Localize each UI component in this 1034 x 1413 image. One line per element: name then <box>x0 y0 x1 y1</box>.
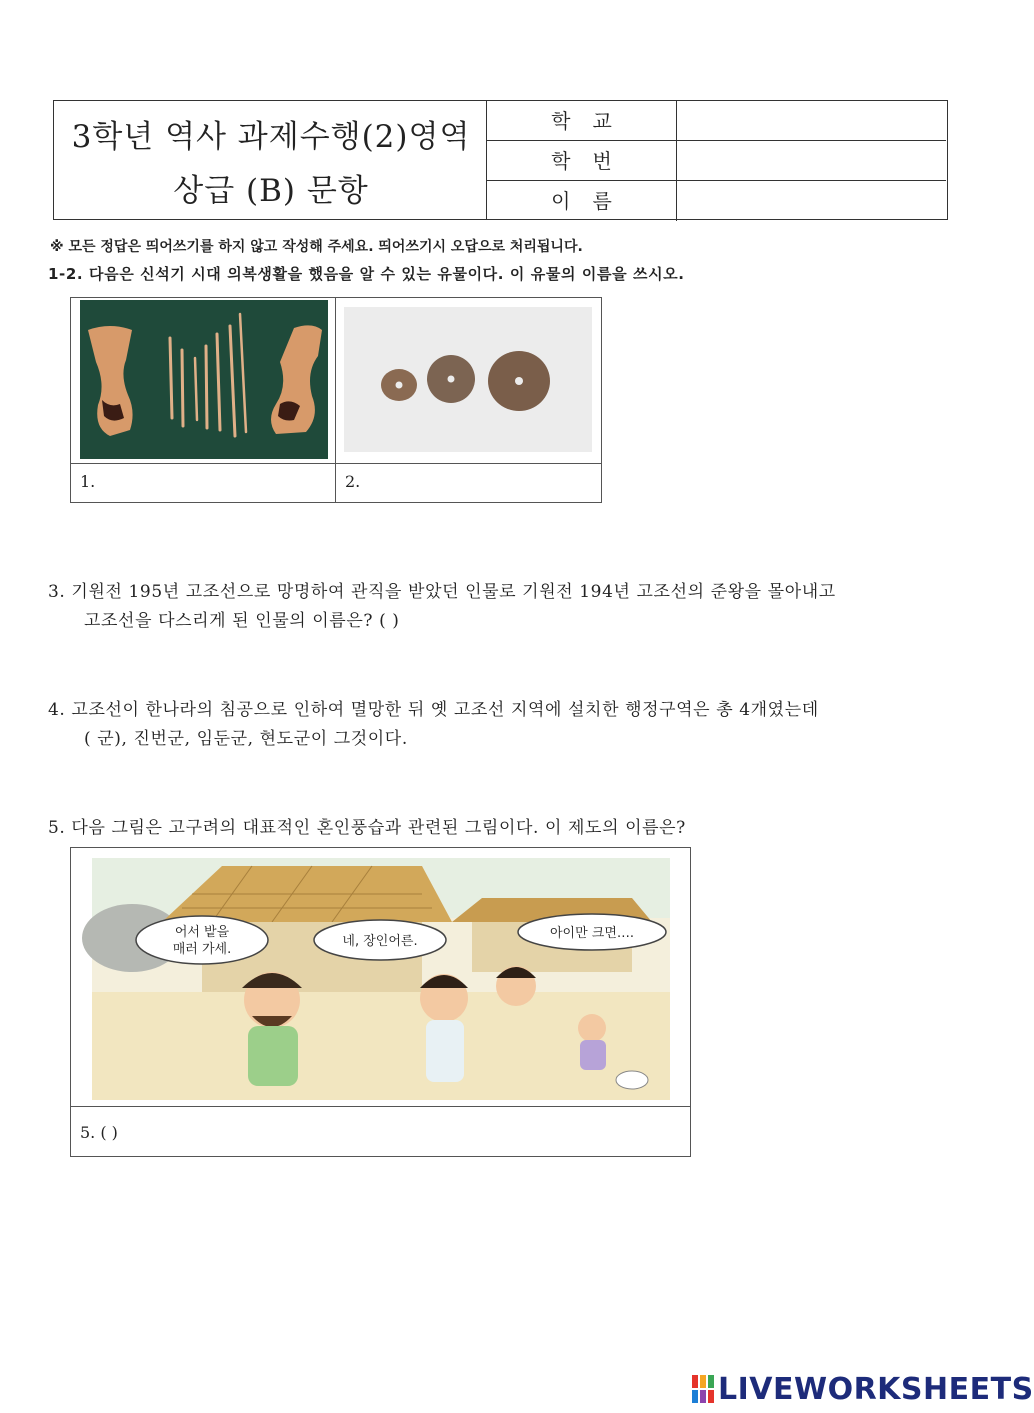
question-3-answer-line[interactable]: 고조선을 다스리게 된 인물의 이름은? ( ) <box>84 611 400 631</box>
name-row <box>487 181 946 221</box>
svg-text:네, 장인어른.: 네, 장인어른. <box>342 934 418 949</box>
school-row <box>487 101 946 141</box>
school-label: 학교 <box>487 101 677 141</box>
liveworksheets-logo <box>692 1372 1034 1406</box>
table-divider <box>335 297 336 503</box>
svg-text:어서 밭을: 어서 밭을 <box>174 925 230 940</box>
worksheet-title: 3학년 역사 과제수행(2)영역 <box>71 119 471 155</box>
answer-1-label[interactable]: 1. <box>80 472 96 491</box>
svg-text:매러 가세.: 매러 가세. <box>172 942 232 957</box>
question-4-answer-line[interactable]: ( 군), 진번군, 임둔군, 현도군이 그것이다. <box>84 729 408 749</box>
question-5: 5. 다음 그림은 고구려의 대표적인 혼인풍습과 관련된 그림이다. 이 제도의 이름은? <box>48 818 686 838</box>
school-field[interactable] <box>677 101 946 141</box>
question-3: 3. 기원전 195년 고조선으로 망명하여 관직을 받았던 인물로 기원전 194년 고조선의 준왕을 몰아내고 <box>48 582 836 602</box>
answer-5-line[interactable]: 5. ( ) <box>80 1123 118 1142</box>
bone-needles-image <box>80 300 328 459</box>
table-divider <box>70 1106 691 1107</box>
goguryeo-marriage-cartoon <box>92 858 670 1100</box>
svg-text:아이만 크면….: 아이만 크면…. <box>549 926 635 941</box>
worksheet-subtitle: 상급 (B) 문항 <box>173 173 369 209</box>
student-number-row <box>487 141 946 181</box>
spindle-whorls-image <box>344 307 592 452</box>
table-divider <box>70 463 602 464</box>
brand-name: LIVEWORKSHEETS <box>718 1371 1034 1407</box>
name-field[interactable] <box>677 181 946 221</box>
student-info-table <box>487 100 948 220</box>
answer-2-label[interactable]: 2. <box>345 472 361 491</box>
question-4: 4. 고조선이 한나라의 침공으로 인하여 멸망한 뒤 옛 고조선 지역에 설치한 행정구역은 총 4개였는데 <box>48 700 819 720</box>
spacing-notice: ※ 모든 정답은 띄어쓰기를 하지 않고 작성해 주세요. 띄어쓰기시 오답으로 처리됩니다. <box>50 239 583 255</box>
worksheet-title-box <box>53 100 487 220</box>
student-number-label: 학번 <box>487 141 677 181</box>
student-number-field[interactable] <box>677 141 946 181</box>
name-label: 이름 <box>487 181 677 221</box>
liveworksheets-logo-icon <box>692 1375 714 1403</box>
question-1-2: 1-2. 다음은 신석기 시대 의복생활을 했음을 알 수 있는 유물이다. 이 유물의 이름을 쓰시오. <box>48 265 685 283</box>
